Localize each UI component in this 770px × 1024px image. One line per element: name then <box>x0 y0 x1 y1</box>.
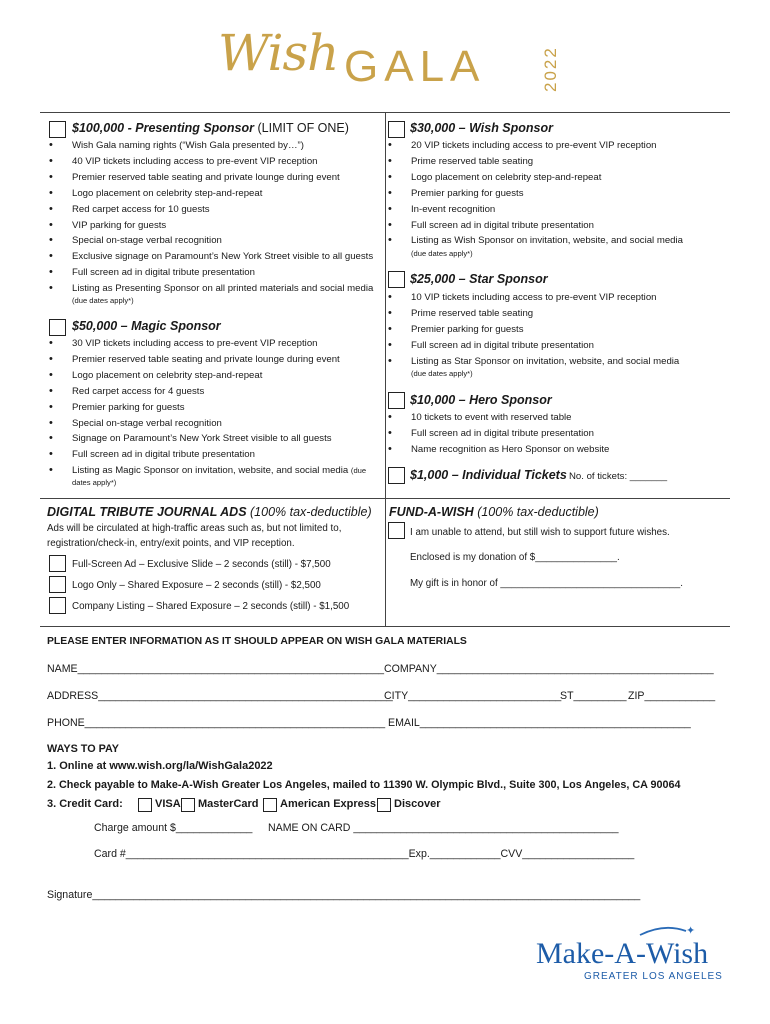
amex-checkbox[interactable] <box>263 798 277 812</box>
pay-online: 1. Online at www.wish.org/la/WishGala2022 <box>47 760 273 772</box>
list-item: • VIP parking for guests <box>49 218 373 234</box>
list-item: • In-event recognition <box>388 202 683 218</box>
star-sponsor-title: $25,000 – Star Sponsor <box>410 272 548 286</box>
list-item: • Logo placement on celebrity step-and-repeat <box>49 186 373 202</box>
pay-check: 2. Check payable to Make-A-Wish Greater Los Angeles, mailed to 11390 W. Olympic Blvd., Suite 300, Los Angeles, CA 90064 <box>47 779 681 791</box>
tribute-desc-line1: Ads will be circulated at high-traffic areas such as, but not limited to, <box>47 523 342 534</box>
list-item: • Premier parking for guests <box>49 400 366 416</box>
tribute-logo-label: Logo Only – Shared Exposure – 2 seconds (still) - $2,500 <box>72 580 321 591</box>
tribute-fullscreen-label: Full-Screen Ad – Exclusive Slide – 2 seconds (still) - $7,500 <box>72 559 331 570</box>
star-due-note: (due dates apply*) <box>411 369 473 378</box>
list-item: • Full screen ad in digital tribute presentation <box>49 265 373 281</box>
wish-sponsor-title: $30,000 – Wish Sponsor <box>410 121 553 135</box>
logo-year-text: 2022 <box>541 46 560 92</box>
presenting-due-note: (due dates apply*) <box>72 296 134 305</box>
discover-checkbox[interactable] <box>377 798 391 812</box>
tribute-desc-line2: registration/check-in, entry/exit points, and VIP reception. <box>47 538 295 549</box>
phone-field[interactable]: PHONE___________________________________________________ <box>47 717 386 729</box>
pay-credit-label: 3. Credit Card: <box>47 798 123 810</box>
magic-benefit-text: Listing as Magic Sponsor on invitation, website, and social media <box>72 465 349 477</box>
list-item: • Red carpet access for 10 guests <box>49 202 373 218</box>
wish-due-note: (due dates apply*) <box>411 249 473 258</box>
star-sponsor-checkbox[interactable] <box>388 271 405 288</box>
discover-label: Discover <box>394 798 441 810</box>
presenting-sponsor-title: $100,000 - Presenting Sponsor (LIMIT OF ONE) <box>72 121 349 135</box>
city-field[interactable]: CITY__________________________ <box>384 690 562 702</box>
address-field[interactable]: ADDRESS__________________________________________________ <box>47 690 393 702</box>
info-heading: PLEASE ENTER INFORMATION AS IT SHOULD APPEAR ON WISH GALA MATERIALS <box>47 636 467 647</box>
list-item: • Listing as Star Sponsor on invitation, website, and social media <box>388 354 679 370</box>
logo-gala-text: GALA <box>344 42 486 91</box>
list-item: • Premier reserved table seating and private lounge during event <box>49 352 366 368</box>
list-item: • Logo placement on celebrity step-and-repeat <box>388 170 683 186</box>
hero-sponsor-checkbox[interactable] <box>388 392 405 409</box>
individual-tickets-checkbox[interactable] <box>388 467 405 484</box>
state-field[interactable]: ST_________ <box>560 690 627 702</box>
logo-swoosh <box>640 928 686 935</box>
list-item: • Signage on Paramount’s New York Street visible to all guests <box>49 431 366 447</box>
logo-subtitle: GREATER LOS ANGELES <box>584 971 723 982</box>
card-number-field[interactable]: Card #________________________________________________Exp.____________CVV___________________ <box>94 848 635 860</box>
zip-field[interactable]: ZIP____________ <box>628 690 716 702</box>
tribute-title: DIGITAL TRIBUTE JOURNAL ADS (100% tax-deductible) <box>47 505 372 519</box>
logo-wish-text: Wish <box>218 24 339 82</box>
wish-sponsor-benefits <box>388 138 683 249</box>
fund-option-label: I am unable to attend, but still wish to support future wishes. <box>410 527 670 538</box>
magic-sponsor-benefits <box>49 336 366 479</box>
list-item: • Prime reserved table seating <box>388 306 679 322</box>
list-item <box>49 463 366 479</box>
logo-name: Make-A-Wish <box>536 937 709 970</box>
amex-label: American Express <box>280 798 376 810</box>
list-item: • Listing as Presenting Sponsor on all printed materials and social media <box>49 281 373 297</box>
fund-title: FUND-A-WISH (100% tax-deductible) <box>389 505 599 519</box>
tribute-listing-checkbox[interactable] <box>49 597 66 614</box>
signature-field[interactable]: Signature_____________________________________________________________________________________________ <box>47 889 641 901</box>
list-item: • 10 VIP tickets including access to pre-event VIP reception <box>388 290 679 306</box>
list-item: • Wish Gala naming rights (“Wish Gala presented by…”) <box>49 138 373 154</box>
make-a-wish-logo <box>536 925 732 985</box>
tickets-count-field[interactable]: No. of tickets: _______ <box>569 471 668 482</box>
list-item: • 10 tickets to event with reserved table <box>388 410 609 426</box>
list-item: • Prime reserved table seating <box>388 154 683 170</box>
company-field[interactable]: COMPANY_______________________________________________ <box>384 663 714 675</box>
tribute-fullscreen-checkbox[interactable] <box>49 555 66 572</box>
visa-checkbox[interactable] <box>138 798 152 812</box>
magic-sponsor-checkbox[interactable] <box>49 319 66 336</box>
list-item: • Full screen ad in digital tribute presentation <box>388 338 679 354</box>
name-field[interactable]: NAME____________________________________________________ <box>47 663 384 675</box>
star-sponsor-benefits <box>388 290 679 370</box>
list-item: • Premier parking for guests <box>388 322 679 338</box>
list-item: • Name recognition as Hero Sponsor on website <box>388 442 609 458</box>
list-item: • Special on-stage verbal recognition <box>49 416 366 432</box>
list-item: • Exclusive signage on Paramount’s New York Street visible to all guests <box>49 249 373 265</box>
list-item: • Full screen ad in digital tribute presentation <box>388 218 683 234</box>
list-item: • 20 VIP tickets including access to pre-event VIP reception <box>388 138 683 154</box>
list-item: • Logo placement on celebrity step-and-repeat <box>49 368 366 384</box>
visa-label: VISA <box>155 798 181 810</box>
list-item: • Premier parking for guests <box>388 186 683 202</box>
individual-tickets-title: $1,000 – Individual Tickets <box>410 468 567 482</box>
honor-field[interactable]: My gift is in honor of _________________________________. <box>410 578 683 589</box>
list-item: • Premier reserved table seating and private lounge during event <box>49 170 373 186</box>
email-field[interactable]: EMAIL______________________________________________ <box>388 717 691 729</box>
pay-heading: WAYS TO PAY <box>47 743 120 755</box>
donation-field[interactable]: Enclosed is my donation of $_______________. <box>410 552 620 563</box>
list-item: • Full screen ad in digital tribute presentation <box>49 447 366 463</box>
list-item: • Full screen ad in digital tribute presentation <box>388 426 609 442</box>
presenting-sponsor-benefits <box>49 138 373 297</box>
mastercard-checkbox[interactable] <box>181 798 195 812</box>
bottom-rule <box>40 626 730 627</box>
name-on-card-field[interactable]: NAME ON CARD _____________________________________________ <box>268 822 619 834</box>
fund-checkbox[interactable] <box>388 522 405 539</box>
charge-amount-field[interactable]: Charge amount $_____________ <box>94 822 253 834</box>
tribute-logo-checkbox[interactable] <box>49 576 66 593</box>
presenting-sponsor-checkbox[interactable] <box>49 121 66 138</box>
star-icon: ✦ <box>686 925 696 937</box>
list-item: • 40 VIP tickets including access to pre-event VIP reception <box>49 154 373 170</box>
hero-sponsor-title: $10,000 – Hero Sponsor <box>410 393 552 407</box>
list-item: • 30 VIP tickets including access to pre-event VIP reception <box>49 336 366 352</box>
hero-sponsor-benefits <box>388 410 609 458</box>
middle-rule <box>40 498 730 499</box>
list-item: • Special on-stage verbal recognition <box>49 233 373 249</box>
list-item: • Red carpet access for 4 guests <box>49 384 366 400</box>
magic-sponsor-title: $50,000 – Magic Sponsor <box>72 319 221 333</box>
list-item: • Listing as Wish Sponsor on invitation, website, and social media <box>388 233 683 249</box>
wish-sponsor-checkbox[interactable] <box>388 121 405 138</box>
magic-due-note: dates apply*) <box>72 478 117 487</box>
mastercard-label: MasterCard <box>198 798 259 810</box>
magic-due-inline: (due <box>350 466 367 476</box>
tribute-listing-label: Company Listing – Shared Exposure – 2 seconds (still) - $1,500 <box>72 601 350 612</box>
center-divider <box>385 112 386 626</box>
